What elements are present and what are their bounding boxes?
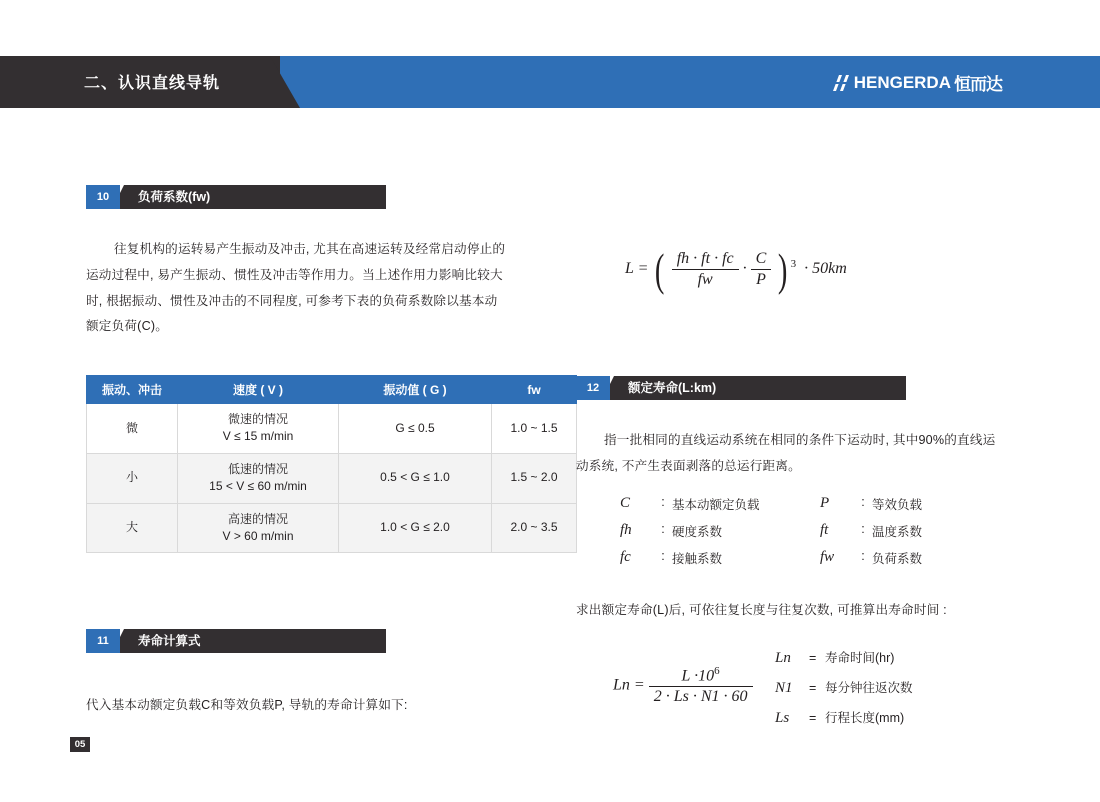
- formula-numerator-c: C: [751, 250, 772, 270]
- paragraph-load-factor: 往复机构的运转易产生振动及冲击, 尤其在高速运转及经常启动停止的运动过程中, 易产生振动、惯性及冲击等作用力。当上述作用力影响比较大时, 根据振动、惯性及冲击的不同程度, 可参考下表的负荷系数除以基本动额定负荷(C)。: [86, 242, 506, 334]
- formula-life-time: [613, 665, 753, 706]
- page-number: 05: [70, 737, 90, 752]
- cell-speed-line2: 15 < V ≤ 60 m/min: [209, 479, 307, 494]
- page-header: [0, 56, 1100, 108]
- formula-numerator: fh · ft · fc: [672, 250, 739, 270]
- legend-symbol: fw: [820, 549, 835, 565]
- legend-row: [820, 495, 1022, 513]
- formula-denominator: 2 · Ls · N1 · 60: [653, 688, 748, 706]
- formula-Ln-lhs: Ln =: [613, 676, 645, 694]
- section-label: 负荷系数(fw): [138, 190, 211, 204]
- section-label: 寿命计算式: [138, 634, 201, 648]
- legend-text: 每分钟往返次数: [825, 681, 913, 695]
- cell-fw: 2.0 ~ 3.5: [492, 503, 577, 553]
- section-label: 额定寿命(L:km): [628, 381, 717, 395]
- table-row: [87, 503, 577, 553]
- formula-exponent: 3: [790, 257, 797, 270]
- symbol-legend-left: [620, 495, 822, 576]
- legend-row: [620, 522, 822, 540]
- legend-colon: :: [861, 522, 865, 536]
- cell-speed-line1: 高速的情况: [227, 511, 288, 526]
- formula-fraction-cp: [751, 250, 772, 289]
- legend-equals: =: [809, 651, 817, 665]
- section-number: 12: [576, 376, 610, 400]
- cell-fw: 1.0 ~ 1.5: [492, 404, 577, 454]
- legend-symbol: P: [820, 495, 830, 511]
- legend-row: [820, 549, 1022, 567]
- cell-fw: 1.5 ~ 2.0: [492, 453, 577, 503]
- formula-denominator-p: P: [756, 271, 766, 288]
- paragraph-life-formula: 代入基本动额定负载C和等效负载P, 导轨的寿命计算如下:: [86, 698, 408, 712]
- legend-symbol: ft: [820, 522, 829, 538]
- legend-text: 温度系数: [872, 525, 923, 539]
- formula-fraction-fw: [672, 250, 739, 289]
- cell-speed-line1: 低速的情况: [227, 461, 288, 476]
- paragraph-rated-life-2: 求出额定寿命(L)后, 可依往复长度与往复次数, 可推算出寿命时间 :: [576, 603, 947, 617]
- cell-gvalue: 0.5 < G ≤ 1.0: [339, 453, 492, 503]
- cell-vibration: 微: [87, 404, 178, 454]
- legend-colon: :: [661, 522, 665, 536]
- legend-text: 寿命时间(hr): [825, 651, 895, 665]
- legend-row: [620, 549, 822, 567]
- cell-vibration: 大: [87, 503, 178, 553]
- brand-logo: [831, 70, 1002, 95]
- legend-equals: =: [809, 681, 817, 695]
- legend-colon: :: [861, 495, 865, 509]
- formula-numerator-text: L ·10: [681, 667, 715, 685]
- legend-row: [775, 708, 913, 727]
- table-header-speed: 速度 ( V ): [178, 376, 339, 404]
- paragraph-rated-life: 指一批相同的直线运动系统在相同的条件下运动时, 其中90%的直线运动系统, 不产生表面剥落的总运行距离。: [576, 433, 996, 473]
- legend-symbol: fc: [620, 549, 631, 565]
- formula-dot: ·: [742, 260, 747, 278]
- legend-symbol: N1: [775, 680, 793, 696]
- table-row: [87, 404, 577, 454]
- formula-paren-close: ): [778, 244, 788, 295]
- cell-speed-line1: 微速的情况: [227, 412, 288, 426]
- load-factor-table: [86, 375, 577, 553]
- symbol-legend-right: [820, 495, 1022, 576]
- table-header-row: [87, 376, 577, 404]
- legend-text: 等效负载: [872, 498, 923, 512]
- formula-numerator: [649, 665, 753, 687]
- brand-latin-text: HENGERDA: [853, 72, 951, 92]
- cell-speed-line2: V ≤ 15 m/min: [222, 429, 294, 444]
- legend-symbol: fh: [620, 522, 632, 538]
- legend-symbol: Ln: [775, 650, 791, 666]
- life-symbol-legend: [775, 648, 913, 738]
- legend-text: 硬度系数: [672, 525, 723, 539]
- formula-numerator-exponent: 6: [714, 665, 720, 677]
- section-number: 11: [86, 629, 120, 653]
- cell-speed-line2: V > 60 m/min: [222, 528, 294, 543]
- table-header-vibration: 振动、冲击: [87, 376, 178, 404]
- legend-symbol: Ls: [775, 710, 790, 726]
- cell-speed: [178, 404, 339, 454]
- brand-cn-text: 恒而达: [954, 75, 1002, 94]
- legend-equals: =: [809, 711, 817, 725]
- legend-row: [820, 522, 1022, 540]
- table-row: [87, 453, 577, 503]
- page-title: 二、认识直线导轨: [84, 75, 221, 92]
- formula-fraction-ln: [649, 665, 753, 706]
- logo-mark-icon: [831, 73, 851, 93]
- section-heading-life-formula: [86, 629, 386, 653]
- cell-speed: [178, 503, 339, 553]
- legend-text: 接触系数: [672, 552, 723, 566]
- formula-denominator: fw: [697, 271, 713, 288]
- legend-text: 负荷系数: [872, 552, 923, 566]
- legend-row: [775, 678, 913, 697]
- section-heading-rated-life: [576, 376, 886, 400]
- legend-text: 行程长度(mm): [825, 711, 905, 725]
- section-heading-load-factor: [86, 185, 386, 209]
- formula-L-lhs: L =: [625, 260, 649, 278]
- formula-paren-open: (: [655, 244, 665, 295]
- cell-speed: [178, 453, 339, 503]
- cell-vibration: 小: [87, 453, 178, 503]
- table-header-fw: fw: [492, 376, 577, 404]
- table-header-gvalue: 振动值 ( G ): [339, 376, 492, 404]
- legend-symbol: C: [620, 495, 631, 511]
- formula-rated-life: [625, 243, 847, 296]
- cell-gvalue: 1.0 < G ≤ 2.0: [339, 503, 492, 553]
- legend-row: [620, 495, 822, 513]
- cell-gvalue: G ≤ 0.5: [339, 404, 492, 454]
- section-number: 10: [86, 185, 120, 209]
- legend-text: 基本动额定负载: [672, 498, 760, 512]
- legend-colon: :: [861, 549, 865, 563]
- formula-tail: · 50km: [804, 260, 847, 278]
- legend-colon: :: [661, 495, 665, 509]
- legend-row: [775, 648, 913, 667]
- legend-colon: :: [661, 549, 665, 563]
